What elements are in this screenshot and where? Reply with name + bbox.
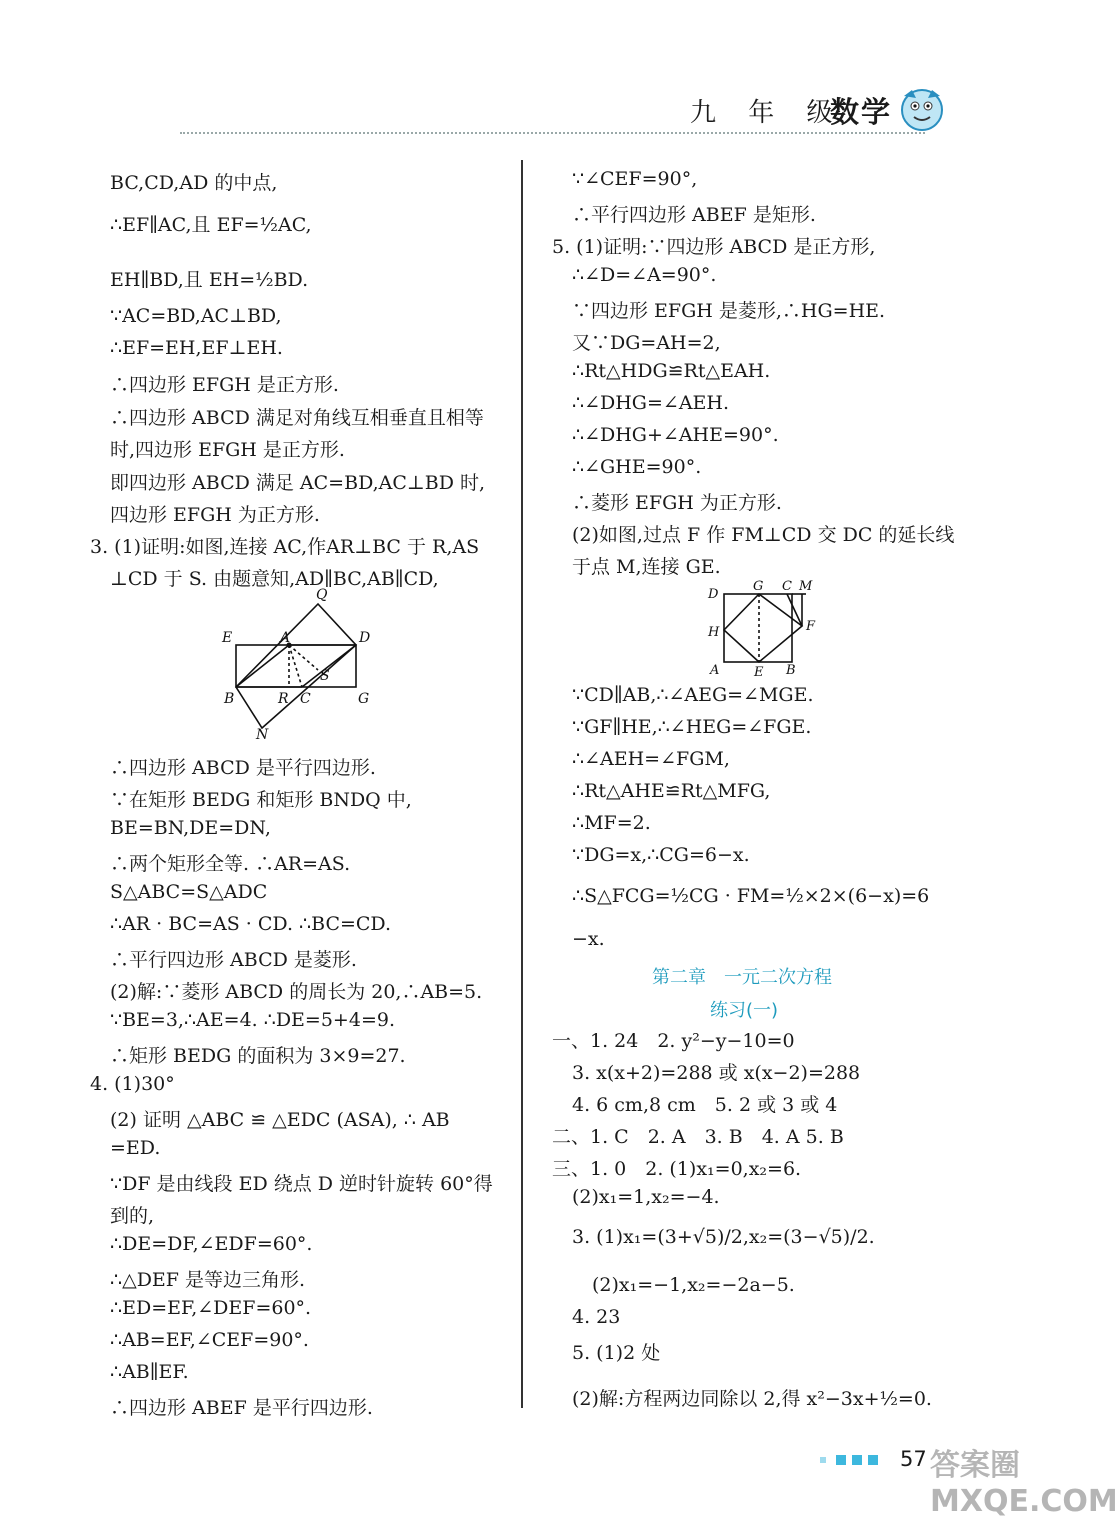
- text-line: ∵AC=BD,AC⊥BD,: [110, 305, 282, 327]
- text-line: ∴∠DHG+∠AHE=90°.: [572, 424, 779, 446]
- text-line: ∴四边形 ABEF 是平行四边形.: [110, 1397, 373, 1419]
- text-line: ∴Rt△AHE≌Rt△MFG,: [572, 780, 771, 802]
- text-line: EH∥BD,且 EH=½BD.: [110, 269, 309, 291]
- footer-square: [836, 1455, 846, 1465]
- text-line: ∴EF=EH,EF⊥EH.: [110, 337, 283, 359]
- text-line: ∴平行四边形 ABEF 是矩形.: [572, 204, 816, 226]
- text-line: 3. (1)x₁=(3+√5)/2,x₂=(3−√5)/2.: [572, 1226, 875, 1248]
- chapter-title: 第二章 一元二次方程: [652, 967, 832, 988]
- fig2-label-c: C: [782, 579, 792, 594]
- text-line: ∴平行四边形 ABCD 是菱形.: [110, 949, 357, 971]
- text-line: ∵DG=x,∴CG=6−x.: [572, 844, 750, 866]
- text-line: ∴∠D=∠A=90°.: [572, 264, 717, 286]
- text-line: ∴Rt△HDG≌Rt△EAH.: [572, 360, 771, 382]
- text-line: 3. (1)证明:如图,连接 AC,作AR⊥BC 于 R,AS: [90, 536, 480, 558]
- text-line: ∴四边形 ABCD 是平行四边形.: [110, 757, 376, 779]
- watermark: 答案圈 MXQE.COM: [930, 1448, 1118, 1519]
- text-line: ∵∠CEF=90°,: [572, 168, 698, 190]
- mascot-icon: [898, 84, 946, 136]
- fig1-label-g: G: [358, 691, 370, 707]
- text-line: (2)如图,过点 F 作 FM⊥CD 交 DC 的延长线: [572, 524, 955, 546]
- text-line: 一、1. 24 2. y²−y−10=0: [552, 1030, 795, 1052]
- text-line: ∴AB=EF,∠CEF=90°.: [110, 1329, 309, 1351]
- text-line: 时,四边形 EFGH 是正方形.: [110, 439, 345, 461]
- fig1-label-e: E: [222, 630, 233, 646]
- text-line: ∴△DEF 是等边三角形.: [110, 1269, 306, 1291]
- text-line: ∵在矩形 BEDG 和矩形 BNDQ 中,: [110, 789, 412, 811]
- grade-label: 九 年 级: [690, 98, 845, 128]
- text-line: 于点 M,连接 GE.: [572, 556, 721, 578]
- fig1-label-r: R: [278, 691, 289, 707]
- text-line: ∴四边形 ABCD 满足对角线互相垂直且相等: [110, 407, 484, 429]
- text-line: ∴MF=2.: [572, 812, 651, 834]
- text-line: ∴四边形 EFGH 是正方形.: [110, 374, 339, 396]
- text-line: ∵DF 是由线段 ED 绕点 D 逆时针旋转 60°得: [110, 1173, 493, 1195]
- text-line: (2)解:∵菱形 ABCD 的周长为 20,∴AB=5.: [110, 981, 483, 1003]
- text-line: ∴两个矩形全等. ∴AR=AS.: [110, 853, 351, 875]
- footer-square: [868, 1455, 878, 1465]
- text-line: S△ABC=S△ADC: [110, 881, 268, 903]
- fig1-label-c: C: [300, 691, 311, 707]
- text-line: ∴DE=DF,∠EDF=60°.: [110, 1233, 313, 1255]
- text-line: 4. (1)30°: [90, 1073, 175, 1095]
- fig1-label-s: S: [320, 668, 330, 684]
- figure-square: [702, 580, 852, 680]
- text-line: 四边形 EFGH 为正方形.: [110, 504, 320, 526]
- text-line: 3. x(x+2)=288 或 x(x−2)=288: [572, 1062, 861, 1084]
- page-header: [660, 92, 960, 142]
- text-line: 5. (1)证明:∵四边形 ABCD 是正方形,: [552, 236, 876, 258]
- fig2-label-f: F: [806, 619, 816, 634]
- text-line: ∴∠DHG=∠AEH.: [572, 392, 730, 414]
- text-line: ∴AB∥EF.: [110, 1361, 189, 1383]
- figure-rectangles: [222, 587, 482, 743]
- text-line: (2)x₁=−1,x₂=−2a−5.: [592, 1274, 795, 1296]
- fig2-label-m: M: [799, 579, 813, 594]
- text-line: ∵CD∥AB,∴∠AEG=∠MGE.: [572, 684, 814, 706]
- text-line: ∴AR · BC=AS · CD. ∴BC=CD.: [110, 913, 392, 935]
- text-line: −x.: [572, 928, 605, 950]
- text-line: ⊥CD 于 S. 由题意知,AD∥BC,AB∥CD,: [110, 568, 439, 590]
- text-line: ∴菱形 EFGH 为正方形.: [572, 492, 782, 514]
- text-line: BE=BN,DE=DN,: [110, 817, 271, 839]
- fig2-label-b: B: [786, 663, 796, 678]
- subject-label: 数学: [830, 95, 893, 129]
- text-line: ∴矩形 BEDG 的面积为 3×9=27.: [110, 1045, 406, 1067]
- text-line: ∵BE=3,∴AE=4. ∴DE=5+4=9.: [110, 1009, 395, 1031]
- text-line: (2)解:方程两边同除以 2,得 x²−3x+½=0.: [572, 1388, 932, 1410]
- text-line: 三、1. 0 2. (1)x₁=0,x₂=6.: [552, 1158, 802, 1180]
- text-line: ∴S△FCG=½CG · FM=½×2×(6−x)=6: [572, 885, 930, 907]
- text-line: 二、1. C 2. A 3. B 4. A 5. B: [552, 1126, 844, 1148]
- fig2-label-g: G: [753, 579, 764, 594]
- fig1-label-d: D: [359, 630, 371, 646]
- fig1-label-q: Q: [316, 587, 328, 603]
- text-line: 到的,: [110, 1205, 155, 1227]
- text-line: =ED.: [110, 1137, 161, 1159]
- text-line: (2)x₁=1,x₂=−4.: [572, 1186, 720, 1208]
- text-line: 4. 23: [572, 1306, 621, 1328]
- fig1-label-a: A: [280, 630, 291, 646]
- text-line: 5. (1)2 处: [572, 1342, 661, 1364]
- fig2-label-h: H: [708, 625, 720, 640]
- footer-square: [852, 1455, 862, 1465]
- page-number: 57: [900, 1447, 927, 1471]
- fig1-label-b: B: [224, 691, 235, 707]
- fig2-label-d: D: [708, 587, 719, 602]
- text-line: ∴ED=EF,∠DEF=60°.: [110, 1297, 312, 1319]
- text-line: 又∵DG=AH=2,: [572, 332, 721, 354]
- footer-square: [820, 1457, 826, 1463]
- text-line: ∵四边形 EFGH 是菱形,∴HG=HE.: [572, 300, 886, 322]
- fig2-label-a: A: [710, 663, 720, 678]
- column-divider: [521, 160, 523, 1408]
- fig1-label-n: N: [256, 727, 269, 743]
- text-line: ∴EF∥AC,且 EF=½AC,: [110, 214, 312, 236]
- text-line: 4. 6 cm,8 cm 5. 2 或 3 或 4: [572, 1094, 838, 1116]
- header-rule: [180, 132, 925, 134]
- text-line: BC,CD,AD 的中点,: [110, 172, 278, 194]
- text-line: ∴∠AEH=∠FGM,: [572, 748, 730, 770]
- text-line: (2) 证明 △ABC ≌ △EDC (ASA), ∴ AB: [110, 1109, 450, 1131]
- text-line: ∴∠GHE=90°.: [572, 456, 702, 478]
- fig2-label-e: E: [754, 665, 764, 680]
- text-line: ∵GF∥HE,∴∠HEG=∠FGE.: [572, 716, 812, 738]
- text-line: 即四边形 ABCD 满足 AC=BD,AC⊥BD 时,: [110, 472, 486, 494]
- section-title: 练习(一): [710, 1000, 779, 1021]
